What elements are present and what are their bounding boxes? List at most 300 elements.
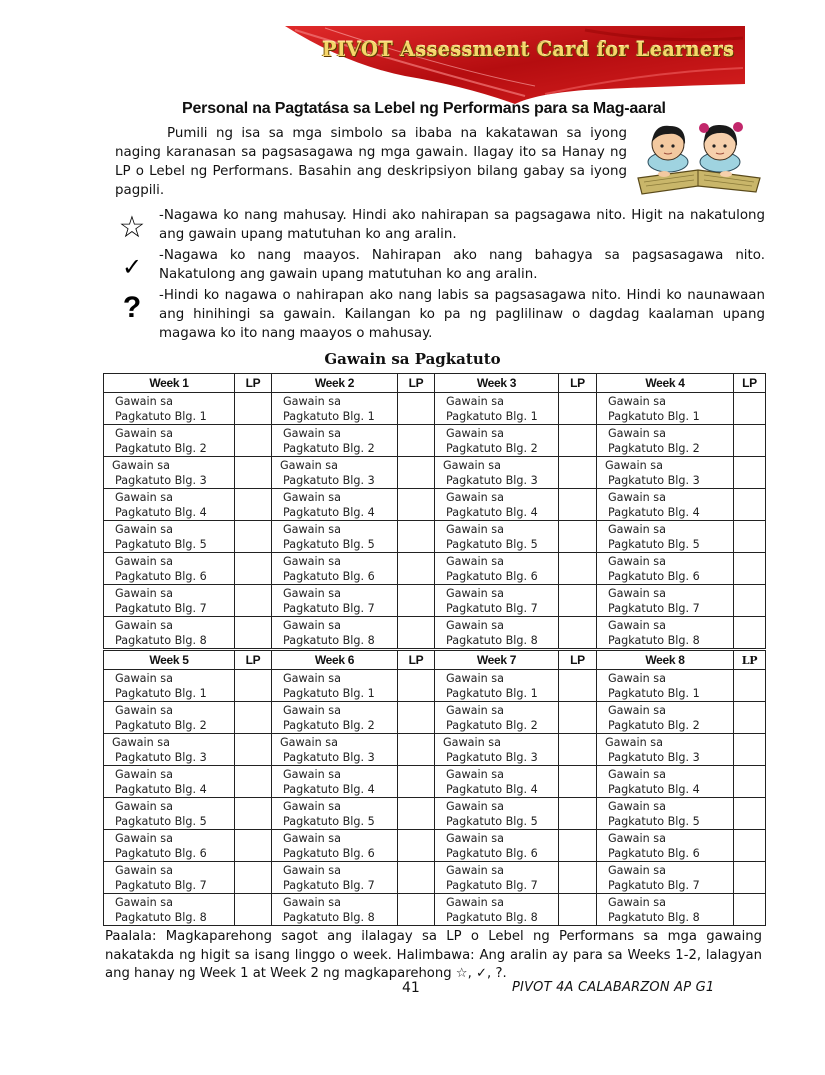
activity-label-line1: Gawain sa [608, 832, 666, 845]
activity-label-line1: Gawain sa [446, 832, 504, 845]
lp-input-cell[interactable] [235, 702, 272, 734]
activity-label [597, 425, 733, 456]
activity-label [597, 585, 733, 616]
activity-label-line1: Gawain sa [283, 555, 341, 568]
lp-input-cell[interactable] [235, 862, 272, 894]
activity-cell-week-7 [435, 830, 559, 862]
activity-label [272, 457, 397, 488]
lp-header: LP [398, 650, 435, 670]
activity-cell-week-7 [435, 702, 559, 734]
activity-label-line1: Gawain sa [608, 427, 666, 440]
activity-label-line1: Gawain sa [446, 864, 504, 877]
activity-cell-week-8 [597, 702, 734, 734]
lp-input-cell[interactable] [398, 862, 435, 894]
activity-cell-week-4 [597, 521, 734, 553]
activity-label-line2: Pagkatuto Blg. 2 [608, 442, 700, 455]
activity-label [597, 553, 733, 584]
activity-label [435, 862, 558, 893]
activity-label-line1: Gawain sa [608, 800, 666, 813]
activity-cell-week-5 [104, 862, 235, 894]
activity-label [597, 862, 733, 893]
table-row [104, 617, 766, 650]
activity-label [435, 734, 558, 765]
activity-label [104, 425, 234, 456]
activity-label-line1: Gawain sa [608, 672, 666, 685]
activity-label-line2: Pagkatuto Blg. 8 [608, 634, 700, 647]
activity-label-line1: Gawain sa [115, 832, 173, 845]
activity-label [435, 670, 558, 701]
lp-header: LP [559, 374, 597, 393]
activity-label-line2: Pagkatuto Blg. 3 [446, 474, 538, 487]
activity-label-line1: Gawain sa [283, 864, 341, 877]
activity-label [104, 830, 234, 861]
table-row [104, 734, 766, 766]
activity-label [597, 521, 733, 552]
lp-input-cell[interactable] [559, 862, 597, 894]
activity-label-line1: Gawain sa [605, 459, 663, 472]
activity-label [597, 393, 733, 424]
activity-label-line1: Gawain sa [608, 587, 666, 600]
activity-cell-week-6 [272, 670, 398, 702]
activity-cell-week-8 [597, 766, 734, 798]
activity-label-line1: Gawain sa [443, 736, 501, 749]
table-header-row-weeks-5-8 [104, 650, 766, 670]
activity-label-line2: Pagkatuto Blg. 8 [283, 634, 375, 647]
activity-cell-week-1 [104, 489, 235, 521]
activity-label-line2: Pagkatuto Blg. 6 [608, 570, 700, 583]
activity-label-line1: Gawain sa [283, 800, 341, 813]
activity-label-line2: Pagkatuto Blg. 6 [446, 847, 538, 860]
lp-input-cell[interactable] [559, 393, 597, 425]
activity-cell-week-3 [435, 553, 559, 585]
lp-input-cell[interactable] [734, 734, 766, 766]
lp-input-cell[interactable] [734, 553, 766, 585]
week-6-header: Week 6 [272, 650, 398, 670]
activity-cell-week-8 [597, 830, 734, 862]
activity-label-line1: Gawain sa [115, 427, 173, 440]
activity-label [104, 862, 234, 893]
activity-label [272, 894, 397, 925]
lp-input-cell[interactable] [398, 617, 435, 650]
activity-cell-week-1 [104, 425, 235, 457]
activity-label-line2: Pagkatuto Blg. 3 [115, 474, 207, 487]
lp-input-cell[interactable] [398, 489, 435, 521]
activity-cell-week-5 [104, 702, 235, 734]
activity-cell-week-3 [435, 489, 559, 521]
activity-label [272, 766, 397, 797]
lp-input-cell[interactable] [559, 702, 597, 734]
lp-input-cell[interactable] [398, 702, 435, 734]
lp-input-cell[interactable] [235, 766, 272, 798]
star-icon: ☆ [118, 210, 146, 245]
activity-cell-week-3 [435, 425, 559, 457]
activity-cell-week-2 [272, 617, 398, 650]
activity-label [104, 521, 234, 552]
lp-input-cell[interactable] [235, 894, 272, 926]
activity-label-line2: Pagkatuto Blg. 7 [115, 602, 207, 615]
activity-cell-week-4 [597, 393, 734, 425]
activity-label-line2: Pagkatuto Blg. 4 [115, 783, 207, 796]
lp-input-cell[interactable] [398, 393, 435, 425]
activity-label-line1: Gawain sa [446, 704, 504, 717]
activity-label-line2: Pagkatuto Blg. 5 [608, 538, 700, 551]
activity-label-line2: Pagkatuto Blg. 4 [115, 506, 207, 519]
banner-title: PIVOT Assessment Card for Learners [321, 38, 735, 61]
activity-label [597, 766, 733, 797]
activity-label [272, 521, 397, 552]
activity-label-line2: Pagkatuto Blg. 7 [283, 602, 375, 615]
activity-cell-week-7 [435, 894, 559, 926]
activity-label-line2: Pagkatuto Blg. 8 [115, 911, 207, 924]
activity-label [597, 617, 733, 648]
lp-input-cell[interactable] [235, 489, 272, 521]
activity-cell-week-1 [104, 617, 235, 650]
legend-question-description: -Hindi ko nagawa o nahirapan ako nang labis sa pagsasagawa nito. Hindi ko naunawaan ang hinihingi sa gawain. Kailangan ko pa ng paglilinaw o dagdag kaalaman upang magawa ko ito nang maayos o mahusay. [159, 288, 765, 341]
activity-cell-week-7 [435, 798, 559, 830]
table-row [104, 393, 766, 425]
lp-input-cell[interactable] [235, 425, 272, 457]
activity-label-line1: Gawain sa [608, 491, 666, 504]
week-1-header: Week 1 [104, 374, 235, 393]
lp-input-cell[interactable] [235, 585, 272, 617]
activity-label-line2: Pagkatuto Blg. 2 [608, 719, 700, 732]
activity-label-line1: Gawain sa [283, 704, 341, 717]
activity-label-line1: Gawain sa [283, 523, 341, 536]
lp-input-cell[interactable] [559, 617, 597, 650]
week-5-header: Week 5 [104, 650, 235, 670]
activity-cell-week-5 [104, 734, 235, 766]
activity-label-line2: Pagkatuto Blg. 2 [115, 442, 207, 455]
activity-label-line1: Gawain sa [446, 619, 504, 632]
activity-label-line2: Pagkatuto Blg. 4 [446, 783, 538, 796]
lp-input-cell[interactable] [734, 894, 766, 926]
activity-label-line1: Gawain sa [608, 619, 666, 632]
activity-label [104, 585, 234, 616]
activity-label [435, 830, 558, 861]
lp-input-cell[interactable] [235, 670, 272, 702]
activity-cell-week-2 [272, 457, 398, 489]
activity-cell-week-4 [597, 553, 734, 585]
activity-cell-week-4 [597, 457, 734, 489]
activity-cell-week-1 [104, 393, 235, 425]
activity-cell-week-2 [272, 393, 398, 425]
activity-cell-week-1 [104, 553, 235, 585]
activity-label-line2: Pagkatuto Blg. 6 [115, 847, 207, 860]
lp-input-cell[interactable] [235, 457, 272, 489]
week-7-header: Week 7 [435, 650, 559, 670]
activity-label-line2: Pagkatuto Blg. 1 [115, 410, 207, 423]
activity-label-line2: Pagkatuto Blg. 1 [608, 410, 700, 423]
activity-label-line1: Gawain sa [283, 896, 341, 909]
activity-cell-week-4 [597, 489, 734, 521]
lp-input-cell[interactable] [398, 830, 435, 862]
table-row [104, 670, 766, 702]
activity-label-line2: Pagkatuto Blg. 4 [446, 506, 538, 519]
lp-input-cell[interactable] [398, 798, 435, 830]
activity-label-line1: Gawain sa [115, 587, 173, 600]
activity-label [435, 489, 558, 520]
activity-label-line1: Gawain sa [115, 864, 173, 877]
activity-label-line1: Gawain sa [608, 864, 666, 877]
activity-label [435, 457, 558, 488]
lp-input-cell[interactable] [235, 830, 272, 862]
lp-input-cell[interactable] [398, 585, 435, 617]
activity-label [272, 489, 397, 520]
footer-reference: PIVOT 4A CALABARZON AP G1 [512, 980, 715, 995]
activity-label [272, 798, 397, 829]
week-4-header: Week 4 [597, 374, 734, 393]
lp-input-cell[interactable] [734, 617, 766, 650]
lp-input-cell[interactable] [398, 553, 435, 585]
lp-input-cell[interactable] [734, 798, 766, 830]
activity-label [104, 702, 234, 733]
lp-input-cell[interactable] [734, 393, 766, 425]
activity-label-line2: Pagkatuto Blg. 2 [283, 442, 375, 455]
activity-cell-week-8 [597, 734, 734, 766]
activity-label-line2: Pagkatuto Blg. 7 [608, 602, 700, 615]
activity-label-line1: Gawain sa [443, 459, 501, 472]
activity-cell-week-8 [597, 798, 734, 830]
activity-cell-week-2 [272, 425, 398, 457]
activity-label [272, 553, 397, 584]
activity-label [104, 798, 234, 829]
lp-input-cell[interactable] [734, 425, 766, 457]
lp-input-cell[interactable] [559, 670, 597, 702]
activity-label-line1: Gawain sa [446, 800, 504, 813]
lp-header: LP [398, 374, 435, 393]
activity-label-line1: Gawain sa [115, 896, 173, 909]
activity-label [272, 393, 397, 424]
activity-label-line2: Pagkatuto Blg. 1 [115, 687, 207, 700]
activity-cell-week-8 [597, 670, 734, 702]
activity-label-line1: Gawain sa [446, 768, 504, 781]
activity-label-line1: Gawain sa [115, 491, 173, 504]
lp-input-cell[interactable] [734, 457, 766, 489]
page-number: 41 [402, 980, 420, 996]
activity-cell-week-3 [435, 457, 559, 489]
activity-cell-week-6 [272, 702, 398, 734]
activity-label [435, 425, 558, 456]
activity-label-line2: Pagkatuto Blg. 1 [608, 687, 700, 700]
lp-input-cell[interactable] [559, 553, 597, 585]
activity-label-line1: Gawain sa [115, 800, 173, 813]
activity-cell-week-5 [104, 670, 235, 702]
lp-input-cell[interactable] [734, 830, 766, 862]
activity-label [272, 617, 397, 648]
activity-label [104, 617, 234, 648]
activity-label-line2: Pagkatuto Blg. 8 [608, 911, 700, 924]
activity-label-line2: Pagkatuto Blg. 2 [283, 719, 375, 732]
activity-label-line1: Gawain sa [608, 768, 666, 781]
lp-input-cell[interactable] [398, 457, 435, 489]
lp-input-cell[interactable] [734, 702, 766, 734]
activity-label-line2: Pagkatuto Blg. 2 [115, 719, 207, 732]
activity-label [104, 670, 234, 701]
activity-label-line2: Pagkatuto Blg. 8 [115, 634, 207, 647]
lp-input-cell[interactable] [559, 489, 597, 521]
lp-input-cell[interactable] [559, 521, 597, 553]
lp-input-cell[interactable] [398, 521, 435, 553]
activity-label-line2: Pagkatuto Blg. 1 [283, 687, 375, 700]
activity-cell-week-6 [272, 894, 398, 926]
table-row [104, 798, 766, 830]
activity-label [435, 585, 558, 616]
activity-label-line2: Pagkatuto Blg. 3 [608, 751, 700, 764]
lp-input-cell[interactable] [398, 766, 435, 798]
lp-input-cell[interactable] [235, 521, 272, 553]
lp-input-cell[interactable] [398, 670, 435, 702]
activity-label [435, 702, 558, 733]
activity-label-line1: Gawain sa [608, 523, 666, 536]
activity-cell-week-6 [272, 766, 398, 798]
activity-label-line2: Pagkatuto Blg. 8 [446, 911, 538, 924]
lp-input-cell[interactable] [559, 457, 597, 489]
activity-label-line2: Pagkatuto Blg. 6 [608, 847, 700, 860]
table-header-row-weeks-1-4 [104, 374, 766, 393]
legend-check-description: -Nagawa ko nang maayos. Nahirapan ako nang bahagya sa pagsasagawa nito. Nakatulong ang gawain upang matutuhan ko ang aralin. [159, 248, 765, 282]
activity-label [435, 798, 558, 829]
activity-label-line1: Gawain sa [283, 672, 341, 685]
activity-label [597, 798, 733, 829]
activity-label-line2: Pagkatuto Blg. 6 [446, 570, 538, 583]
activity-label-line2: Pagkatuto Blg. 6 [115, 570, 207, 583]
activity-label [272, 425, 397, 456]
activity-label [435, 521, 558, 552]
activity-cell-week-7 [435, 766, 559, 798]
activity-cell-week-6 [272, 798, 398, 830]
lp-input-cell[interactable] [559, 734, 597, 766]
table-row [104, 862, 766, 894]
lp-input-cell[interactable] [734, 489, 766, 521]
lp-input-cell[interactable] [235, 798, 272, 830]
children-reading-illustration [628, 118, 768, 196]
table-row [104, 489, 766, 521]
activity-label-line2: Pagkatuto Blg. 2 [446, 442, 538, 455]
lp-input-cell[interactable] [398, 894, 435, 926]
activity-label-line2: Pagkatuto Blg. 5 [115, 815, 207, 828]
activity-cell-week-4 [597, 617, 734, 650]
lp-input-cell[interactable] [235, 617, 272, 650]
activity-cell-week-2 [272, 489, 398, 521]
table-row [104, 425, 766, 457]
lp-input-cell[interactable] [559, 798, 597, 830]
activity-label-line2: Pagkatuto Blg. 7 [115, 879, 207, 892]
activity-label-line1: Gawain sa [283, 427, 341, 440]
activity-label [272, 830, 397, 861]
activity-label-line2: Pagkatuto Blg. 7 [446, 879, 538, 892]
activity-label [597, 670, 733, 701]
activity-label [435, 617, 558, 648]
activity-label [597, 489, 733, 520]
lp-input-cell[interactable] [398, 734, 435, 766]
lp-input-cell[interactable] [734, 670, 766, 702]
activity-label [272, 734, 397, 765]
activity-label-line2: Pagkatuto Blg. 1 [283, 410, 375, 423]
lp-input-cell[interactable] [734, 521, 766, 553]
activity-cell-week-6 [272, 830, 398, 862]
activity-label [272, 670, 397, 701]
activity-label [597, 457, 733, 488]
lp-input-cell[interactable] [559, 894, 597, 926]
activity-label-line1: Gawain sa [608, 896, 666, 909]
activity-label [272, 702, 397, 733]
activity-cell-week-4 [597, 585, 734, 617]
legend-star-description: -Nagawa ko nang mahusay. Hindi ako nahirapan sa pagsagawa nito. Higit na nakatulong ang gawain upang matutuhan ko ang aralin. [159, 208, 765, 242]
checkmark-icon: ✓ [121, 253, 143, 281]
activity-label-line1: Gawain sa [446, 427, 504, 440]
activity-cell-week-3 [435, 617, 559, 650]
lp-input-cell[interactable] [559, 425, 597, 457]
activity-label-line1: Gawain sa [115, 395, 173, 408]
activity-label-line2: Pagkatuto Blg. 5 [608, 815, 700, 828]
activity-label-line1: Gawain sa [283, 832, 341, 845]
activity-label-line1: Gawain sa [446, 672, 504, 685]
table-row [104, 521, 766, 553]
activity-label-line2: Pagkatuto Blg. 5 [115, 538, 207, 551]
lp-input-cell[interactable] [235, 734, 272, 766]
activity-label-line1: Gawain sa [115, 619, 173, 632]
activity-cell-week-3 [435, 521, 559, 553]
lp-input-cell[interactable] [559, 585, 597, 617]
activity-label-line1: Gawain sa [446, 523, 504, 536]
week-8-header: Week 8 [597, 650, 734, 670]
activity-label-line1: Gawain sa [283, 587, 341, 600]
activity-cell-week-1 [104, 521, 235, 553]
activity-label [104, 393, 234, 424]
activity-label-line1: Gawain sa [605, 736, 663, 749]
activity-cell-week-6 [272, 734, 398, 766]
activity-label [104, 766, 234, 797]
activity-label [435, 393, 558, 424]
activity-label [435, 766, 558, 797]
activity-label [104, 489, 234, 520]
lp-header: LP [734, 374, 766, 393]
activity-label-line1: Gawain sa [608, 395, 666, 408]
lp-input-cell[interactable] [559, 766, 597, 798]
lp-input-cell[interactable] [398, 425, 435, 457]
activity-label-line2: Pagkatuto Blg. 5 [446, 538, 538, 551]
red-ribbon-graphic [285, 24, 745, 104]
lp-input-cell[interactable] [559, 830, 597, 862]
activity-label-line1: Gawain sa [283, 491, 341, 504]
activity-label-line1: Gawain sa [608, 704, 666, 717]
activity-cell-week-6 [272, 862, 398, 894]
activity-label-line1: Gawain sa [283, 395, 341, 408]
lp-input-cell[interactable] [235, 393, 272, 425]
activity-cell-week-1 [104, 585, 235, 617]
activity-label [435, 894, 558, 925]
activity-label-line2: Pagkatuto Blg. 3 [446, 751, 538, 764]
activity-label [272, 862, 397, 893]
activity-cell-week-5 [104, 830, 235, 862]
reminder-note: Paalala: Magkaparehong sagot ang ilalagay sa LP o Lebel ng Performans sa mga gawaing nakatakda ng higit sa isang linggo o week. Halimbawa: Ang aralin ay para sa Weeks 1-2, lalagyan ang hanay ng Week 1 at Week 2 ng magkaparehong ☆, ✓, ?. [105, 929, 762, 981]
table-title: Gawain sa Pagkatuto [324, 350, 501, 368]
activity-cell-week-7 [435, 862, 559, 894]
activity-label-line2: Pagkatuto Blg. 8 [446, 634, 538, 647]
lp-input-cell[interactable] [734, 585, 766, 617]
activity-label-line1: Gawain sa [608, 555, 666, 568]
activity-label [104, 894, 234, 925]
activity-label-line2: Pagkatuto Blg. 4 [608, 506, 700, 519]
activity-label [597, 894, 733, 925]
activity-label-line2: Pagkatuto Blg. 3 [115, 751, 207, 764]
activity-cell-week-4 [597, 425, 734, 457]
lp-input-cell[interactable] [734, 766, 766, 798]
activity-label-line2: Pagkatuto Blg. 7 [446, 602, 538, 615]
activity-label-line1: Gawain sa [446, 896, 504, 909]
lp-input-cell[interactable] [235, 553, 272, 585]
lp-input-cell[interactable] [734, 862, 766, 894]
